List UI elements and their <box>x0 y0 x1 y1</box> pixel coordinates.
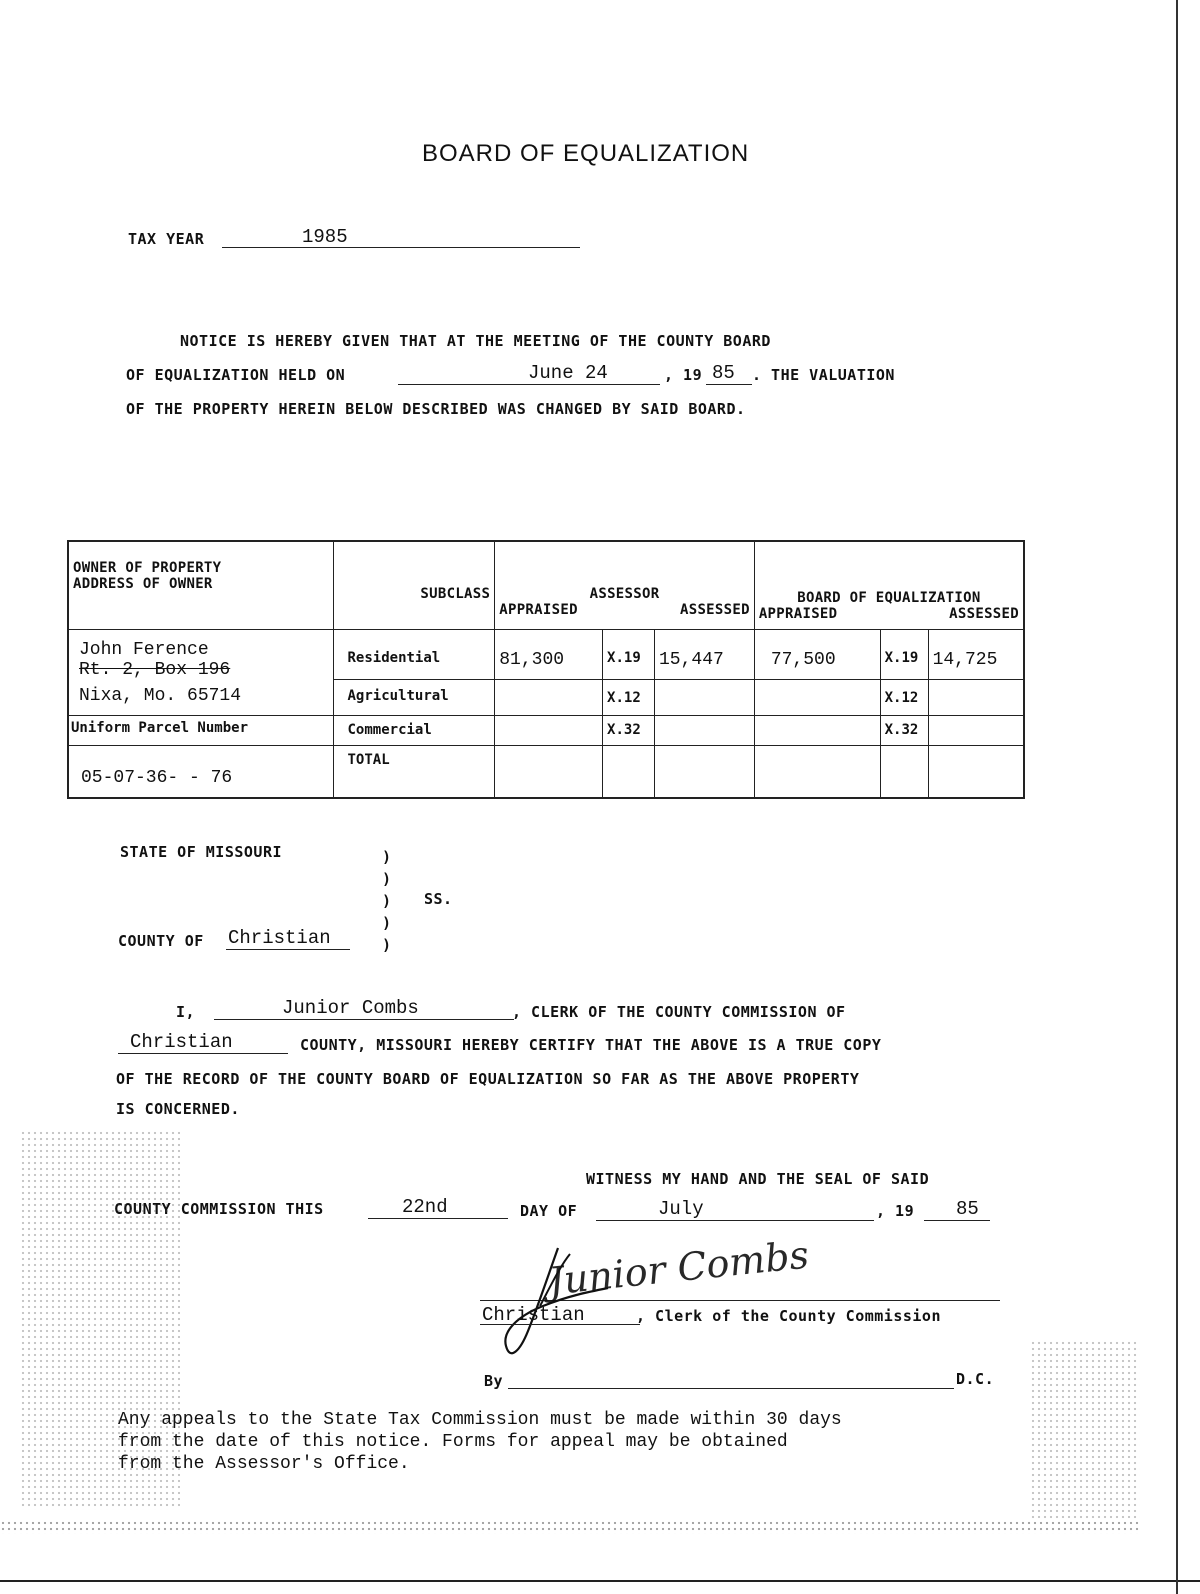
witness-month-underline <box>596 1220 874 1221</box>
assessor-appraised-cell: 81,300 <box>495 629 603 680</box>
owner-city: Nixa, Mo. 65714 <box>68 680 333 716</box>
assessor-assessed-cell <box>654 746 754 798</box>
notice-line-1: NOTICE IS HEREBY GIVEN THAT AT THE MEETING OF THE COUNTY BOARD <box>180 332 771 350</box>
tax-year-label: TAX YEAR <box>128 230 205 248</box>
witness-day: 22nd <box>402 1196 448 1218</box>
boe-header <box>754 541 1024 629</box>
venue-county-label: COUNTY OF <box>118 932 204 950</box>
by-underline <box>508 1388 954 1389</box>
witness-year-prefix: , 19 <box>876 1202 915 1220</box>
document-title: BOARD OF EQUALIZATION <box>422 140 750 167</box>
appeal-line-3: from the Assessor's Office. <box>118 1454 410 1474</box>
owner-name: John Ference <box>79 639 209 660</box>
signature-county-underline <box>480 1324 640 1325</box>
certify-line-4: IS CONCERNED. <box>116 1100 240 1118</box>
parcel-label: Uniform Parcel Number <box>68 716 333 746</box>
assessor-assessed-cell: 15,447 <box>654 629 754 680</box>
boe-appraised-cell <box>754 746 880 798</box>
table-row <box>68 680 1024 716</box>
assessor-rate-cell: X.12 <box>603 680 655 716</box>
boe-rate-cell: X.32 <box>880 716 928 746</box>
assessor-rate-cell <box>603 746 655 798</box>
witness-line-1: WITNESS MY HAND AND THE SEAL OF SAID <box>586 1170 930 1188</box>
assessor-assessed-label: ASSESSED <box>679 602 750 618</box>
by-label: By <box>484 1372 504 1390</box>
assessor-rate-cell: X.19 <box>603 629 655 680</box>
boe-rate-cell <box>880 746 928 798</box>
assessor-appraised-label: APPRAISED <box>499 602 578 618</box>
signature-county: Christian <box>482 1304 585 1326</box>
venue-state: STATE OF MISSOURI <box>120 843 283 861</box>
clerk-name-underline <box>214 1019 514 1020</box>
certify-line-1-suffix: , CLERK OF THE COUNTY COMMISSION OF <box>512 1003 846 1021</box>
table-header-row <box>68 541 1024 629</box>
owner-header-line-1: OWNER OF PROPERTY <box>73 560 222 576</box>
witness-day-underline <box>368 1218 508 1219</box>
held-on-date: June 24 <box>528 362 608 384</box>
boe-appraised-cell <box>754 680 880 716</box>
witness-day-of: DAY OF <box>520 1202 578 1220</box>
held-on-underline <box>398 384 660 385</box>
owner-header-line-2: ADDRESS OF OWNER <box>73 576 213 592</box>
witness-line-2-prefix: COUNTY COMMISSION THIS <box>114 1200 324 1218</box>
table-row <box>68 716 1024 746</box>
certify-i-label: I, <box>176 1003 196 1021</box>
notice-line-2-suffix: . THE VALUATION <box>752 366 895 384</box>
notice-year-underline <box>706 384 752 385</box>
tax-year-underline <box>222 247 580 248</box>
scan-noise-right <box>1030 1340 1140 1520</box>
certify-line-3: OF THE RECORD OF THE COUNTY BOARD OF EQUALIZATION SO FAR AS THE ABOVE PROPERTY <box>116 1070 860 1088</box>
boe-assessed-cell <box>928 680 1024 716</box>
notice-year-prefix: , 19 <box>664 366 703 384</box>
property-valuation-table <box>67 540 1025 799</box>
table-row <box>68 629 1024 680</box>
appeal-line-2: from the date of this notice. Forms for appeal may be obtained <box>118 1432 788 1452</box>
assessor-appraised-cell <box>495 746 603 798</box>
owner-cell <box>68 629 333 680</box>
boe-rate-cell: X.12 <box>880 680 928 716</box>
boe-assessed-cell <box>928 746 1024 798</box>
owner-address-struck: Rt. 2, Box 196 <box>79 659 231 680</box>
assessor-rate-cell: X.32 <box>603 716 655 746</box>
assessor-appraised-cell <box>495 680 603 716</box>
subclass-cell: Residential <box>333 629 495 680</box>
owner-header <box>68 541 333 629</box>
assessor-assessed-cell <box>654 716 754 746</box>
page-right-edge <box>1176 0 1178 1594</box>
assessor-appraised-cell <box>495 716 603 746</box>
subclass-cell: TOTAL <box>333 746 495 798</box>
certify-county-underline <box>118 1053 288 1054</box>
witness-year-suffix: 85 <box>956 1198 979 1220</box>
assessor-header <box>495 541 755 629</box>
scan-noise-bottom <box>0 1520 1140 1534</box>
venue-county-value: Christian <box>228 927 331 949</box>
certify-county-name: Christian <box>130 1031 233 1053</box>
boe-appraised-cell <box>754 716 880 746</box>
witness-month: July <box>658 1198 704 1220</box>
boe-header-label: BOARD OF EQUALIZATION <box>797 590 981 606</box>
venue-ss: SS. <box>424 890 453 908</box>
notice-line-2-prefix: OF EQUALIZATION HELD ON <box>126 366 346 384</box>
appeal-line-1: Any appeals to the State Tax Commission must be made within 30 days <box>118 1410 842 1430</box>
clerk-name: Junior Combs <box>282 997 419 1019</box>
subclass-cell: Commercial <box>333 716 495 746</box>
assessor-header-label: ASSESSOR <box>589 586 660 602</box>
venue-county-underline <box>226 949 350 950</box>
boe-assessed-cell <box>928 716 1024 746</box>
notice-year-suffix: 85 <box>712 362 735 384</box>
certify-line-2-suffix: COUNTY, MISSOURI HEREBY CERTIFY THAT THE ABOVE IS A TRUE COPY <box>300 1036 882 1054</box>
boe-appraised-cell: 77,500 <box>754 629 880 680</box>
venue-brackets: ) ) ) ) ) <box>382 848 392 954</box>
witness-year-underline <box>924 1220 990 1221</box>
page-bottom-edge <box>0 1580 1200 1582</box>
boe-rate-cell: X.19 <box>880 629 928 680</box>
table-row <box>68 746 1024 798</box>
notice-line-3: OF THE PROPERTY HEREIN BELOW DESCRIBED WAS CHANGED BY SAID BOARD. <box>126 400 746 418</box>
boe-assessed-label: ASSESSED <box>949 606 1019 622</box>
boe-assessed-cell: 14,725 <box>928 629 1024 680</box>
assessor-assessed-cell <box>654 680 754 716</box>
signature-title: , Clerk of the County Commission <box>636 1307 941 1325</box>
parcel-number: 05-07-36- - 76 <box>68 746 333 798</box>
dc-label: D.C. <box>956 1370 995 1388</box>
boe-appraised-label: APPRAISED <box>758 606 838 622</box>
subclass-header: SUBCLASS <box>333 541 495 629</box>
subclass-cell: Agricultural <box>333 680 495 716</box>
scan-noise-left <box>20 1130 180 1510</box>
tax-year-value: 1985 <box>302 226 348 248</box>
signature-name: Junior Combs <box>546 1232 811 1304</box>
